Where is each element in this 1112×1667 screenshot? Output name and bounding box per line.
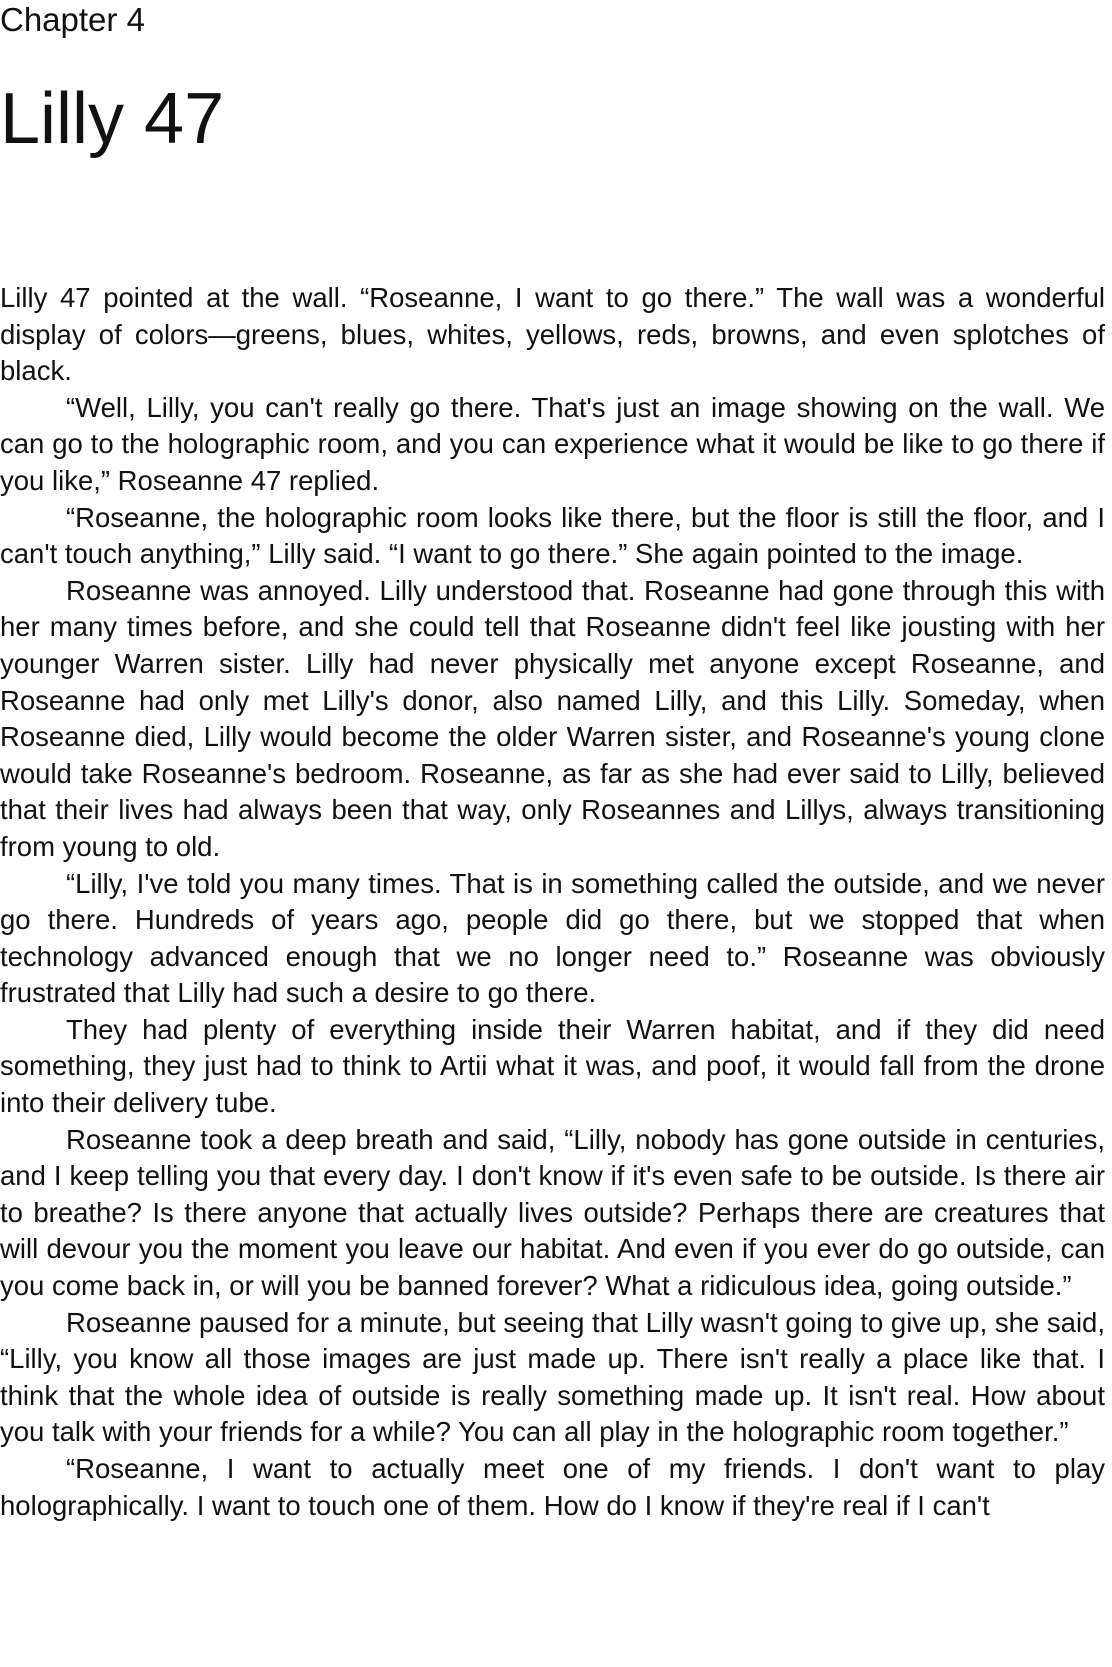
paragraph: They had plenty of everything inside their Warren habitat, and if they did need something, they just had to think to Artii what it was, and poof, it would fall from the drone into their delivery tube. <box>0 1013 1105 1119</box>
chapter-body <box>0 280 1105 1524</box>
paragraph: Lilly 47 pointed at the wall. “Roseanne, I want to go there.” The wall was a wonderful display of colors—greens, blues, whites, yellows, reds, browns, and even splotches of black. <box>0 282 1105 387</box>
chapter-label: Chapter 4 <box>0 1 145 38</box>
paragraph: “Well, Lilly, you can't really go there. That's just an image showing on the wall. We can go to the holographic room, and you can experience what it would be like to go there if you like,” Roseanne 47 replied. <box>0 391 1105 496</box>
paragraph: Roseanne paused for a minute, but seeing that Lilly wasn't going to give up, she said, “Lilly, you know all those images are just made up. There isn't really a place like that. I think that the whole idea of outside is really something made up. It isn't real. How about you talk with your friends for a while? You can all play in the holographic room together.” <box>0 1306 1105 1448</box>
chapter-title: Lilly 47 <box>0 79 225 159</box>
paragraph: “Roseanne, the holographic room looks like there, but the floor is still the floor, and I can't touch anything,” Lilly said. “I want to go there.” She again pointed to the image. <box>0 501 1105 570</box>
paragraph: “Roseanne, I want to actually meet one of my friends. I don't want to play holographically. I want to touch one of them. How do I know if they're real if I can't <box>0 1453 1105 1521</box>
paragraph: “Lilly, I've told you many times. That is in something called the outside, and we never go there. Hundreds of years ago, people did go there, but we stopped that when technology advanced enough that we no longer need to.” Roseanne was obviously frustrated that Lilly had such a desire to go there. <box>0 867 1105 1009</box>
paragraph: Roseanne was annoyed. Lilly understood that. Roseanne had gone through this with her many times before, and she could tell that Roseanne didn't feel like jousting with her younger Warren sister. Lilly had never physically met anyone except Roseanne, and Roseanne had only met Lilly's donor, also named Lilly, and this Lilly. Someday, when Roseanne died, Lilly would become the older Warren sister, and Roseanne's young clone would take Roseanne's bedroom. Roseanne, as far as she had ever said to Lilly, believed that their lives had always been that way, only Roseannes and Lillys, always transitioning from young to old. <box>0 574 1105 862</box>
paragraph: Roseanne took a deep breath and said, “Lilly, nobody has gone outside in centuries, and I keep telling you that every day. I don't know if it's even safe to be outside. Is there air to breathe? Is there anyone that actually lives outside? Perhaps there are creatures that will devour you the moment you leave our habitat. And even if you ever do go outside, can you come back in, or will you be banned forever? What a ridiculous idea, going outside.” <box>0 1123 1105 1302</box>
